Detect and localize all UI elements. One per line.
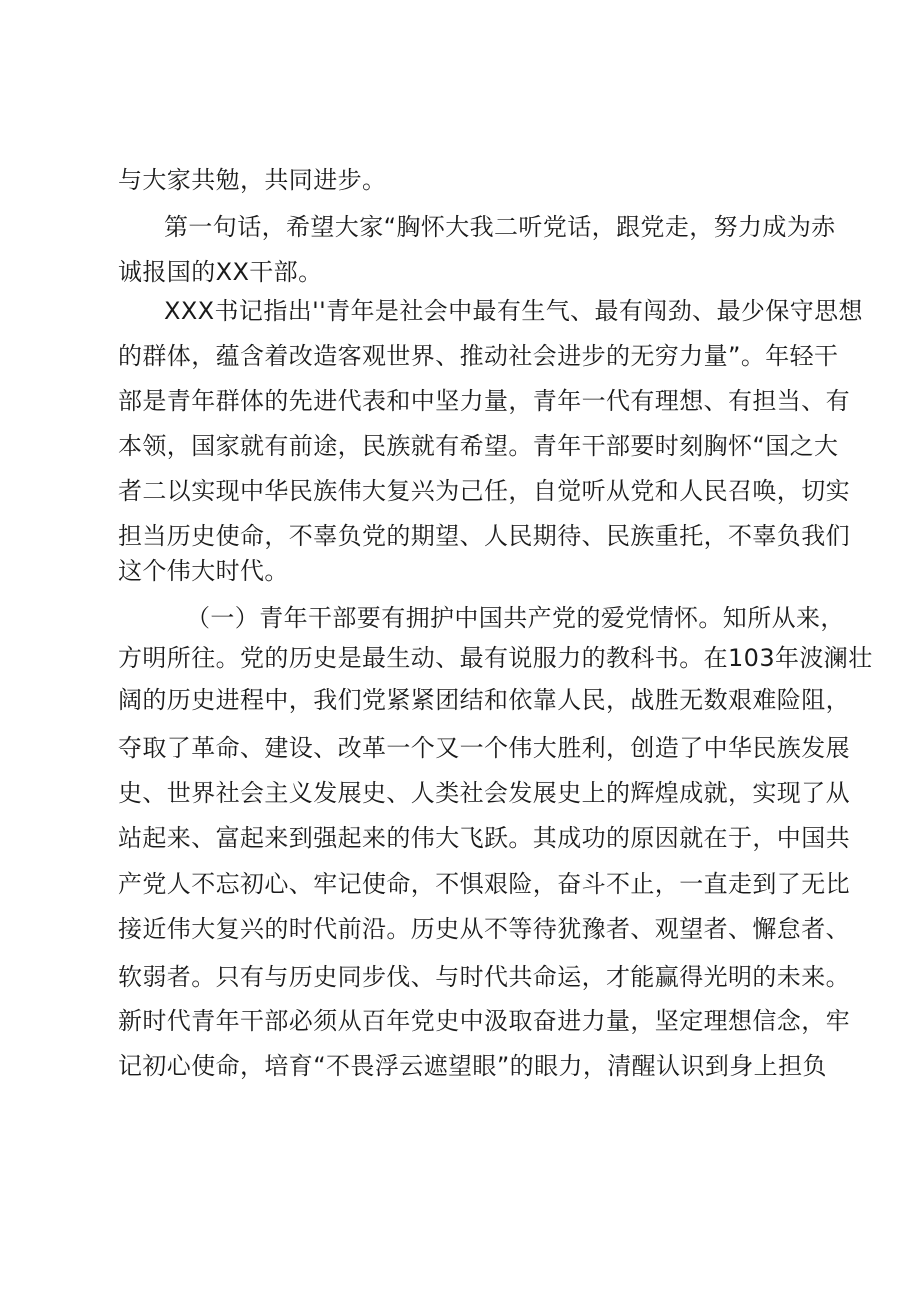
text-line: 阔的历史进程中，我们党紧紧团结和依靠人民，战胜无数艰难险阻， (118, 686, 850, 714)
text-line: XXX书记指出''青年是社会中最有生气、最有闯劲、最少保守思想 (164, 297, 863, 325)
text-line: 第一句话，希望大家“胸怀大我二听党话，跟党走，努力成为赤 (164, 213, 836, 241)
text-line: 者二以实现中华民族伟大复兴为己任，自觉听从党和人民召唤，切实 (118, 477, 850, 505)
text-line: 记初心使命，培育“不畏浮云遮望眼”的眼力，清醒认识到身上担负 (118, 1052, 827, 1080)
text-line: 史、世界社会主义发展史、人类社会发展史上的辉煌成就，实现了从 (118, 779, 850, 807)
text-line: 新时代青年干部必须从百年党史中汲取奋进力量，坚定理想信念，牢 (118, 1007, 850, 1035)
text-line: 接近伟大复兴的时代前沿。历史从不等待犹豫者、观望者、懈怠者、 (118, 915, 850, 943)
text-line: 诚报国的XX干部。 (118, 258, 323, 286)
text-line: 方明所往。党的历史是最生动、最有说服力的教科书。在103年波澜壮 (118, 644, 873, 672)
text-line: 担当历史使命，不辜负党的期望、人民期待、民族重托，不辜负我们 (118, 522, 850, 550)
text-line: 软弱者。只有与历史同步伐、与时代共命运，才能赢得光明的未来。 (118, 963, 850, 991)
text-line: 站起来、富起来到强起来的伟大飞跃。其成功的原因就在于，中国共 (118, 824, 850, 852)
text-line: 夺取了革命、建设、改革一个又一个伟大胜利，创造了中华民族发展 (118, 734, 850, 762)
text-line: （一）青年干部要有拥护中国共产党的爱党情怀。知所从来， (186, 604, 845, 632)
text-line: 部是青年群体的先进代表和中坚力量，青年一代有理想、有担当、有 (118, 387, 850, 415)
text-line: 的群体，蕴含着改造客观世界、推动社会进步的无穷力量”。年轻干 (118, 342, 839, 370)
text-line: 产党人不忘初心、牢记使命，不惧艰险，奋斗不止，一直走到了无比 (118, 870, 850, 898)
text-line: 与大家共勉，共同进步。 (118, 166, 387, 194)
text-line: 这个伟大时代。 (118, 557, 289, 585)
text-line: 本领，国家就有前途，民族就有希望。青年干部要时刻胸怀“国之大 (118, 432, 839, 460)
